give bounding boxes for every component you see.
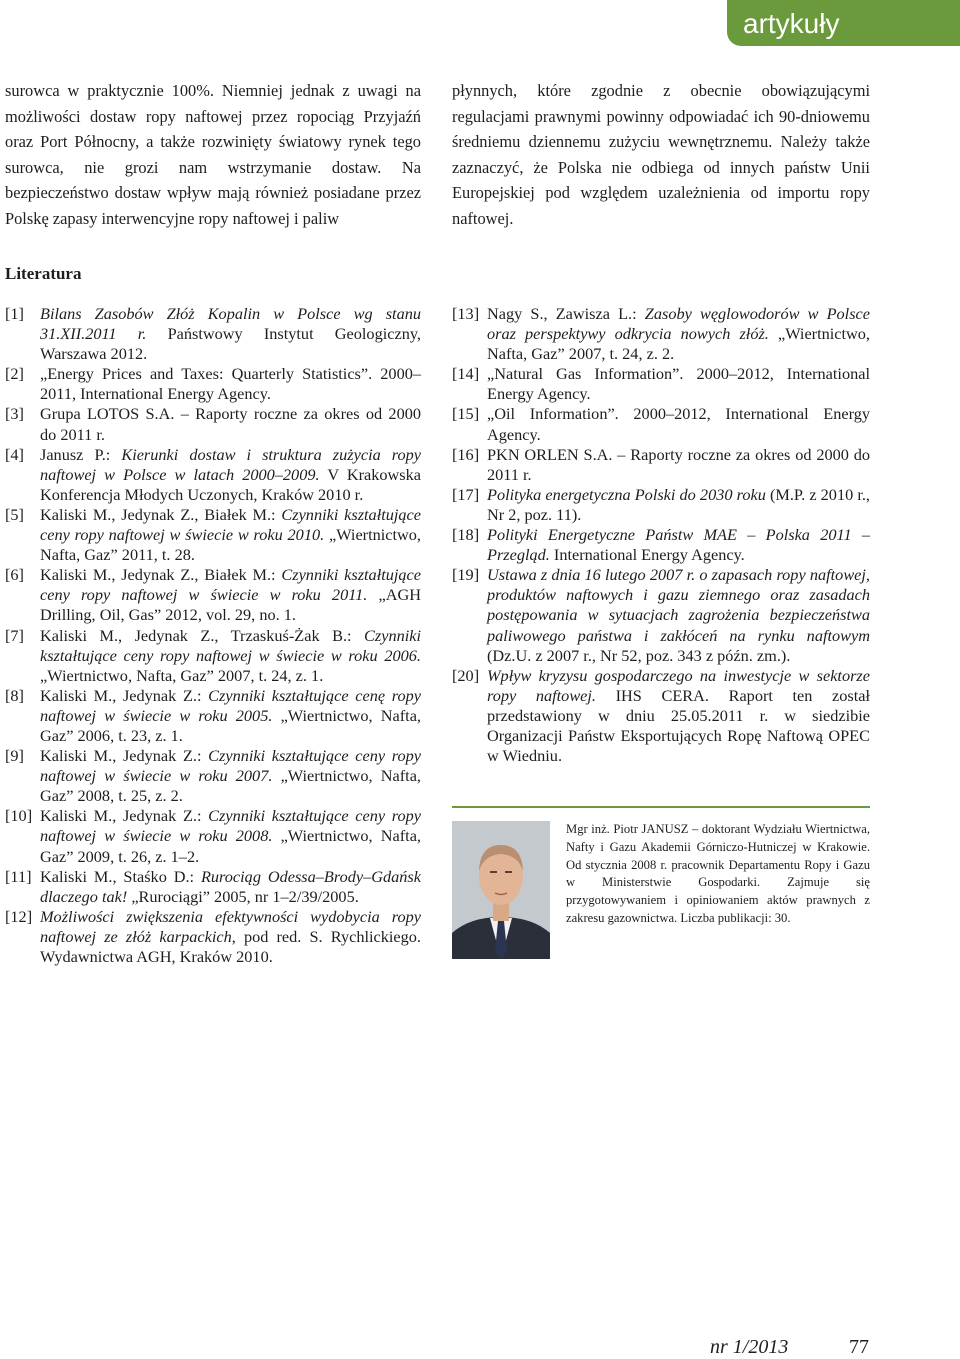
reference-number: [16] [452,444,480,464]
reference-title: Możliwości zwiększenia efektywności wydobycia ropy naftowej ze złóż karpackich [40,906,421,946]
reference-title: Ustawa z dnia 16 lutego 2007 r. o zapasach ropy naftowej, produktów naftowych i gazu ziemnego oraz zasadach postępowania w sytuacjach zagrożenia bezpieczeństwa paliwowego państwa i zakłóceń na rynku naftowym [487,565,870,645]
reference-title: Wpływ kryzysu gospodarczego na inwestycje w sektorze ropy naftowej. [487,665,870,705]
reference-item [452,666,870,766]
author-divider [452,806,870,808]
body-paragraph-right: płynnych, które zgodnie z obecnie obowiązującymi regulacjami prawnymi powinny odpowiadać ich 90-dniowemu średniemu dziennemu zużyciu wewnętrznemu. Należy także zaznaczyć, że Polska nie odbiega od innych państw Unii Europejskiej pod względem uzależnienia od importu ropy naftowej. [452,81,870,228]
reference-item [5,404,421,444]
reference-number: [2] [5,364,24,384]
body-column-right [452,78,870,231]
reference-text [487,404,870,444]
reference-number: [9] [5,746,24,766]
reference-text [40,907,421,967]
reference-text [40,304,421,364]
reference-detail: International Energy Agency. [549,545,745,565]
reference-detail: Grupa LOTOS S.A. – Raporty roczne za okres od 2000 do 2011 r. [40,404,421,444]
reference-title: Bilans Zasobów Złóż Kopalin w Polsce wg stanu 31.XII.2011 r. [40,304,421,344]
reference-text [40,746,421,806]
reference-detail: „Natural Gas Information”. 2000–2012, International Energy Agency. [487,364,870,404]
reference-detail: Państwowy Instytut Geologiczny, Warszawa 2012. [40,324,421,364]
reference-number: [20] [452,665,480,685]
reference-item [452,485,870,525]
literature-heading: Literatura [5,264,82,283]
reference-number: [8] [5,685,24,705]
reference-text [487,565,870,665]
section-tag: artykuły [727,0,960,46]
reference-title: Czynniki kształtujące ceny ropy naftowej w świecie w roku 2007. [40,746,421,786]
reference-item [5,565,421,625]
body-paragraph-left: surowca w praktycznie 100%. Niemniej jednak z uwagi na możliwości dostaw ropy naftowej przez ropociąg Przyjaźń oraz Port Północny, a także rozwinięty światowy rynek tego surowca, nie grozi nam wstrzymanie dostaw. Na bezpieczeństwo dostaw wpływ mają również posiadane przez Polskę zapasy interwencyjne ropy naftowej i paliw [5,81,421,228]
author-photo [452,821,550,959]
reference-title: Czynniki kształtujące ceny ropy naftowej w świecie w roku 2006. [40,625,421,665]
reference-text [40,565,421,625]
reference-text [40,364,421,404]
reference-text [40,806,421,866]
reference-detail: Kaliski M., Jedynak Z.: [40,685,209,705]
reference-item [452,304,870,364]
reference-detail: „Rurociągi” 2005, nr 1–2/39/2005. [127,886,359,906]
reference-text [40,445,421,505]
reference-text [487,525,870,565]
reference-item [5,505,421,565]
reference-number: [12] [5,906,33,926]
reference-item [5,626,421,686]
reference-number: [5] [5,504,24,524]
reference-text [487,485,870,525]
references-left [5,304,421,967]
reference-item [452,364,870,404]
reference-detail: „Oil Information”. 2000–2012, International Energy Agency. [487,404,870,444]
reference-text [40,867,421,907]
reference-item [452,565,870,665]
reference-detail: „Wiertnictwo, Nafta, Gaz” 2006, t. 23, z. 1. [40,705,421,745]
reference-text [487,666,870,766]
reference-number: [11] [5,866,32,886]
reference-text [487,445,870,485]
reference-item [5,907,421,967]
reference-number: [14] [452,364,480,384]
reference-text [40,404,421,444]
body-column-left [5,78,421,231]
reference-number: [18] [452,525,480,545]
reference-number: [4] [5,444,24,464]
reference-detail: PKN ORLEN S.A. – Raporty roczne za okres od 2000 do 2011 r. [487,444,870,484]
reference-title: Czynniki kształtujące ceny ropy naftowej w świecie w roku 2011. [40,565,422,605]
reference-detail: „Wiertnictwo, Nafta, Gaz” 2009, t. 26, z. 1–2. [40,826,421,866]
reference-item [452,445,870,485]
reference-item [5,445,421,505]
reference-detail: V Krakowska Konferencja Młodych Uczonych, Kraków 2010 r. [40,464,421,504]
reference-detail: „Wiertnictwo, Nafta, Gaz” 2007, t. 24, z. 2. [487,324,870,364]
reference-detail: Kaliski M., Jedynak Z.: [40,806,209,826]
reference-detail: (Dz.U. z 2007 r., Nr 52, poz. 343 z późn. zm.). [487,645,791,665]
reference-detail: Kaliski M., Jedynak Z., Białek M.: [40,504,282,524]
reference-detail: Kaliski M., Jedynak Z., Trzaskuś-Żak B.: [40,625,365,645]
reference-item [5,304,421,364]
reference-detail: , pod red. S. Rychlickiego. Wydawnictwa AGH, Kraków 2010. [40,926,421,966]
reference-number: [19] [452,565,480,585]
reference-item [452,404,870,444]
reference-detail: (M.P. z 2010 r., Nr 2, poz. 11). [487,484,870,524]
reference-title: Czynniki kształtujące cenę ropy naftowej w świecie w roku 2005. [40,685,421,725]
reference-detail: „Wiertnictwo, Nafta, Gaz” 2007, t. 24, z. 1. [40,665,324,685]
portrait-icon [452,821,550,959]
reference-number: [1] [5,304,24,323]
reference-detail: Kaliski M., Staśko D.: [40,866,201,886]
references-right [452,304,870,766]
reference-item [5,806,421,866]
reference-title: Czynniki kształtujące ceny ropy naftowej w świecie w roku 2008. [40,806,421,846]
reference-number: [15] [452,404,480,424]
reference-detail: IHS CERA. Raport ten został przedstawiony w dniu 25.05.2011 r. w siedzibie Organizacji Państw Eksportujących Ropę Naftową OPEC w Wiedniu. [487,685,870,766]
reference-text [487,304,870,364]
reference-detail: „Wiertnictwo, Nafta, Gaz” 2008, t. 25, z. 2. [40,766,421,806]
reference-number: [7] [5,625,24,645]
reference-detail: „AGH Drilling, Oil, Gas” 2012, vol. 29, no. 1. [40,585,421,625]
reference-text [40,505,421,565]
reference-item [5,686,421,746]
reference-title: Polityka energetyczna Polski do 2030 roku [487,484,766,504]
reference-detail: Kaliski M., Jedynak Z.: [40,746,209,766]
reference-title: Zasoby węglowodorów w Polsce oraz perspektywy odkrycia nowych złóż. [487,304,870,344]
reference-number: [13] [452,304,480,323]
reference-detail: „Wiertnictwo, Nafta, Gaz” 2011, t. 28. [40,525,421,565]
reference-title: Polityki Energetyczne Państw MAE – Polska 2011 – Przegląd. [487,525,870,565]
page-number: 77 [849,1336,869,1358]
reference-number: [17] [452,484,480,504]
reference-item [5,867,421,907]
reference-title: Czynniki kształtujące ceny ropy naftowej w świecie w roku 2010. [40,504,422,545]
reference-title: Rurociąg Odessa–Brody–Gdańsk dlaczego tak! [40,866,421,906]
reference-item [5,746,421,806]
reference-text [40,626,421,686]
reference-text [40,686,421,746]
reference-detail: Kaliski M., Jedynak Z., Białek M.: [40,565,282,585]
reference-title: Kierunki dostaw i struktura zużycia ropy naftowej w Polsce w latach 2000–2009. [40,444,422,484]
reference-number: [6] [5,565,24,585]
author-bio: Mgr inż. Piotr JANUSZ – doktorant Wydziału Wiertnictwa, Nafty i Gazu Akademii Górniczo-Hutniczej w Krakowie. Od stycznia 2008 r. pracownik Departamentu Ropy i Gazu w Ministerstwie Gospodarki. Zajmuje się przygotowywaniem i opiniowaniem aktów prawnych z zakresu gazownictwa. Liczba publikacji: 30. [566,822,870,925]
reference-text [487,364,870,404]
reference-detail: Janusz P.: [40,444,122,464]
reference-detail: Nagy S., Zawisza L.: [487,304,645,323]
reference-item [5,364,421,404]
reference-item [452,525,870,565]
issue-number: nr 1/2013 [710,1336,789,1358]
reference-number: [3] [5,404,24,424]
reference-number: [10] [5,806,33,826]
reference-detail: „Energy Prices and Taxes: Quarterly Statistics”. 2000–2011, International Energy Agency. [40,364,421,404]
